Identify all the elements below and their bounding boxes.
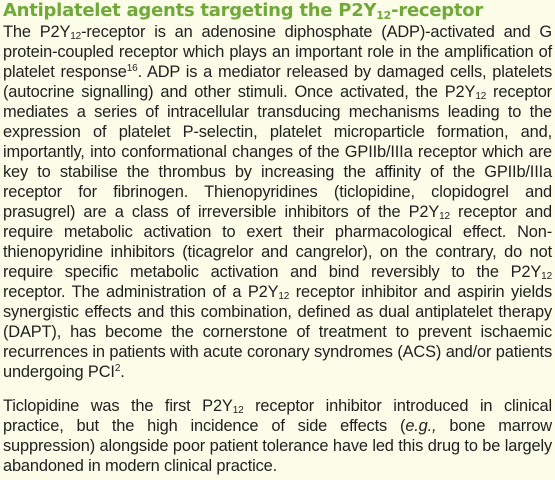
subscript: 12	[439, 211, 450, 222]
text-run: . ADP is a mediator released by damaged cells, platelets (autocrine signalling) and other stimuli. Once activated, the P2Y	[3, 63, 552, 101]
text-run: Ticlopidine was the first P2Y	[3, 397, 233, 415]
subscript: 12	[70, 31, 82, 42]
citation-superscript: 16	[126, 63, 138, 74]
section-heading	[3, 0, 552, 22]
subscript: 12	[232, 405, 244, 416]
subscript: 12	[475, 91, 487, 102]
text-run: receptor inhibitor and aspirin yields synergistic effects and this combination, defined as dual antiplatelet therapy (DAPT), has become the cornerstone of treatment to prevent ischaemic recurrences in patients with acute coronary syndromes (ACS) and/or patients undergoing PCI	[3, 283, 552, 381]
heading-suffix: -receptor	[391, 0, 484, 21]
citation-superscript: 2	[114, 363, 121, 374]
text-run: receptor and require metabolic activation to exert their pharmacological effect. Non-thienopyridine inhibitors (ticagrelor and cangrelor), on the contrary, do not require specific metabolic activation and bind reversibly to the P2Y	[3, 203, 552, 281]
text-run: bone marrow suppression) alongside poor patient tolerance have led this drug to be largely abandoned in modern clinical practice.	[3, 417, 552, 475]
subscript: 12	[541, 271, 552, 282]
subscript: 12	[278, 291, 290, 302]
text-run: receptor mediates a series of intracellular transducing mechanisms leading to the expression of platelet P-selectin, platelet microparticle formation, and, importantly, into conformational changes of the GPIIb/IIIa receptor which are key to stabilise the thrombus by increasing the affinity of the GPIIb/IIIa receptor for fibrinogen. Thienopyridines (ticlopidine, clopidogrel and prasugrel) are a class of irreversible inhibitors of the P2Y	[3, 83, 552, 221]
text-run: -receptor is an adenosine diphosphate (ADP)-activated and G protein-coupled receptor which plays an important role in the amplification of platelet response	[3, 23, 552, 81]
heading-text: Antiplatelet agents targeting the P2Y	[3, 0, 377, 21]
text-run: receptor inhibitor introduced in clinical practice, but the high incidence of side effects (	[3, 397, 552, 435]
heading-subscript: 12	[376, 9, 392, 22]
text-run: .	[120, 363, 125, 381]
emphasis-text: e.g.,	[405, 417, 437, 435]
body-paragraph-2	[3, 396, 552, 476]
text-run: The P2Y	[3, 23, 71, 41]
body-text	[3, 22, 552, 476]
text-run: receptor. The administration of a P2Y	[3, 283, 279, 301]
body-paragraph-1	[3, 22, 552, 382]
